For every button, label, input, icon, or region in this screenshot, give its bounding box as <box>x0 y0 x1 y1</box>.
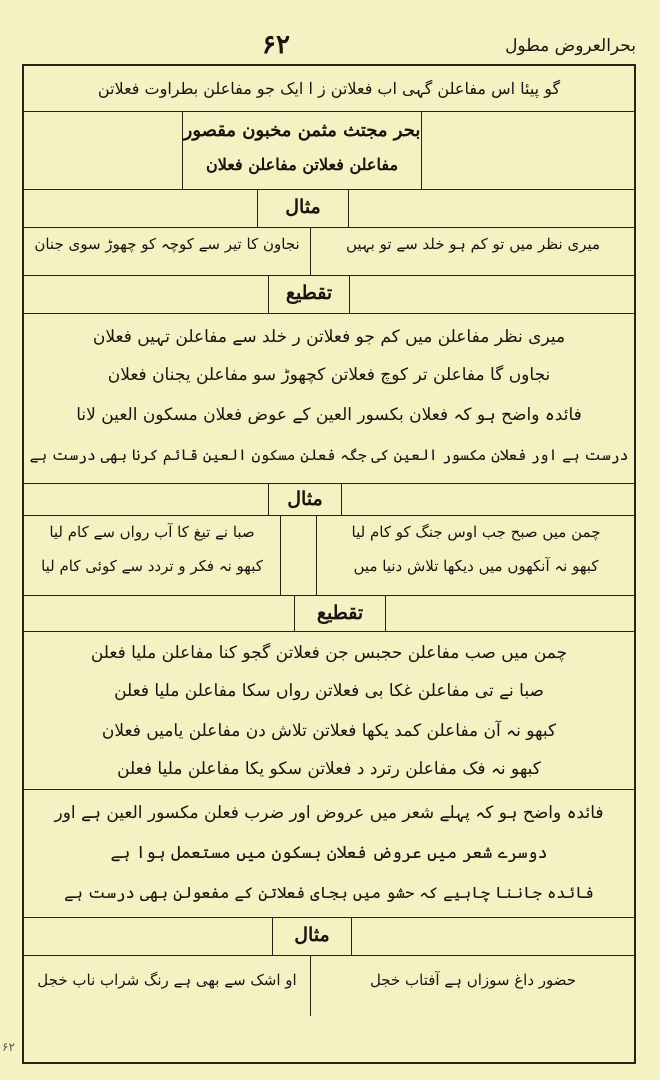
note-2-block <box>24 790 634 918</box>
example-heading-row-2 <box>24 484 634 516</box>
taqti-2-line: چمن میں صب مفاعلن حجبس جن فعلاتن گجو کنا مفاعلن ملیا فعلن <box>90 643 568 663</box>
taqti-1-line: درست ہے اور فعلان مکسور العین کی جگہ فعلن مسکون العین قائم کرنا بھی درست ہے <box>29 446 629 464</box>
example-1-row <box>24 228 634 276</box>
taqti-1-block <box>24 314 634 484</box>
example-heading-1: مثال <box>257 190 349 227</box>
top-line-row <box>24 66 634 112</box>
example-2-right <box>318 516 634 595</box>
example-3-divider <box>310 956 311 1016</box>
meter-formula: مفاعلن فعلاتن مفاعلن فعلان <box>205 155 399 174</box>
example-2-left-line: صبا نے تیغ کا آب رواں سے کام لیا <box>49 523 255 541</box>
taqti-heading-1: تقطیع <box>268 276 350 313</box>
taqti-heading-row-1 <box>24 276 634 314</box>
meter-row <box>24 112 634 190</box>
top-line: گو پیئا اس مفاعلن گہی اب فعلاتن ز ا ایک جو مفاعلن بطراوت فعلاتن <box>97 79 561 98</box>
meter-box <box>182 112 422 189</box>
taqti-2-line: کبھو نہ آن مفاعلن کمد یکھا فعلاتن تلاش دن مفاعلن یامیں فعلان <box>101 721 557 741</box>
page-header <box>0 30 660 64</box>
taqti-1-line: نجاوں گا مفاعلن تر کوچ فعلاتن کچھوڑ سو مفاعلن یجنان فعلان <box>107 365 551 385</box>
example-heading-row-1 <box>24 190 634 228</box>
example-2-divider-a <box>280 516 281 595</box>
example-3-left: او اشک سے بھی ہے رنگ شراب ناب خجل <box>37 971 297 989</box>
example-2-left-line: کبھو نہ فکر و تردد سے کوئی کام لیا <box>41 557 263 575</box>
note-2-line: دوسرے شعر میں عروض فعلان بسکون میں مستعمل ہوا ہے <box>110 843 548 863</box>
example-heading-2: مثال <box>268 484 342 515</box>
example-3-row <box>24 956 634 1016</box>
page-number: ۶۲ <box>262 30 290 60</box>
example-1-right: میری نظر میں تو کم ہو خلد سے تو بہیں <box>345 235 601 253</box>
page-frame <box>22 64 636 1064</box>
side-page-mark: ۶۲ <box>2 1040 15 1054</box>
example-2-right-line: چمن میں صبح جب اوس جنگ کو کام لیا <box>351 523 601 541</box>
note-2-line: فائدہ واضح ہو کہ پہلے شعر میں عروض اور ضرب فعلن مکسور العین ہے اور <box>54 803 604 823</box>
taqti-2-line: صبا نے تی مفاعلن غکا بی فعلاتن رواں سکا مفاعلن ملیا فعلن <box>114 681 544 701</box>
example-2-divider-b <box>316 516 317 595</box>
meter-title: بحر مجتث مثمن مخبون مقصور <box>183 120 421 141</box>
example-1-divider <box>310 228 311 275</box>
example-2-right-line: کبھو نہ آنکھوں میں دیکھا تلاش دنیا میں <box>353 557 599 575</box>
taqti-2-block <box>24 632 634 790</box>
taqti-heading-2: تقطیع <box>294 596 386 631</box>
example-2-left <box>24 516 280 595</box>
example-heading-row-3 <box>24 918 634 956</box>
example-1-left: نجاون کا تیر سے کوچہ کو چھوڑ سوی جنان <box>34 235 300 253</box>
example-heading-3: مثال <box>272 918 352 955</box>
example-2-row <box>24 516 634 596</box>
example-3-right: حضور داغ سوزاں ہے آفتاب خجل <box>369 971 577 989</box>
taqti-heading-row-2 <box>24 596 634 632</box>
running-title: بحرالعروض مطول <box>505 36 636 56</box>
taqti-1-line: میری نظر مفاعلن میں کم جو فعلاتن ر خلد سے مفاعلن تہیں فعلان <box>92 327 566 347</box>
taqti-2-line: کبھو نہ فک مفاعلن رترد د فعلاتن سکو یکا مفاعلن ملیا فعلن <box>117 759 541 779</box>
taqti-1-line: فائدہ واضح ہو کہ فعلان بکسور العین کے عوض فعلان مسکون العین لانا <box>76 405 582 425</box>
note-2-line: فائدہ جاننا چاہیے کہ حشو میں بجای فعلاتن کے مفعولن بھی درست ہے <box>64 883 594 902</box>
